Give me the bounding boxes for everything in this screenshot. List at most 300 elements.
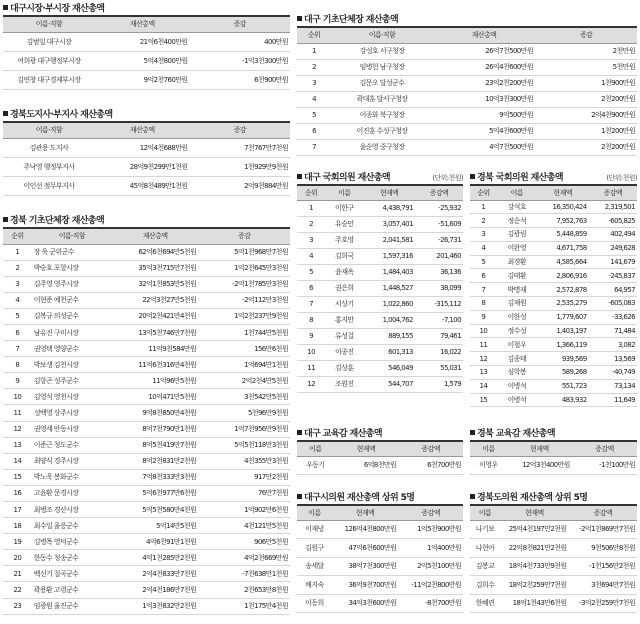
bullet-square-icon [297, 174, 302, 179]
table-cell: 45억8천489만1천원 [95, 176, 190, 195]
table-cell: 3 [297, 232, 325, 248]
table-cell: 박승호 포항시장 [32, 260, 112, 276]
table-cell: -26,731 [415, 232, 463, 248]
assets-table [470, 440, 637, 475]
table-cell: 2 [297, 216, 325, 232]
table-cell: 5 [470, 255, 497, 269]
table-cell: 5,448,859 [537, 228, 589, 242]
table-cell: 12억4천688만원 [95, 138, 190, 157]
table-row [3, 260, 290, 276]
table-cell: 이준근 청도군수 [32, 437, 112, 453]
table-cell: 1,403,197 [537, 324, 589, 338]
table-cell: 1,022,860 [363, 296, 414, 312]
assets-table [297, 440, 463, 475]
table-cell: 6 [297, 123, 331, 139]
table-cell: 62억6천694만5천원 [112, 244, 198, 260]
table-cell: -1억3천300만원 [190, 51, 290, 70]
table-cell: 5억5천118만3천원 [198, 437, 290, 453]
table-cell: 이현준 예천군수 [32, 292, 112, 308]
table-cell: 906만5천원 [198, 534, 290, 550]
table-cell: 23억2천200만원 [433, 75, 535, 91]
table-cell: 19 [3, 534, 32, 550]
panel-title: 경북도지사·부지사 재산총액 [3, 110, 290, 121]
table-cell: 9 [470, 310, 497, 324]
table-cell: 5억5천580만4천원 [112, 502, 198, 518]
column-header: 이름 [470, 441, 507, 456]
table-cell: 9억500만원 [433, 107, 535, 123]
table-cell: 김태환 [497, 269, 537, 283]
table-cell: 64,957 [589, 283, 637, 297]
table-cell: 김희국 [325, 248, 363, 264]
table-cell: 2억2천4만5천원 [198, 373, 290, 389]
table-cell: 5억4천800만원 [95, 51, 190, 70]
bullet-square-icon [297, 430, 302, 435]
table-cell: -3억2천259만7천원 [569, 594, 637, 613]
column-header: 현재액 [334, 441, 399, 456]
table-cell: 6 [297, 280, 325, 296]
table-cell: 8 [470, 297, 497, 311]
table-row [297, 107, 637, 123]
table-cell: 한혜련 [470, 594, 500, 613]
table-cell: 10 [297, 344, 325, 360]
panel-daegu-lawmakers [297, 173, 463, 393]
table-cell: 26억7천500만원 [433, 43, 535, 59]
table-cell: 2천653만8천원 [198, 582, 290, 598]
table-cell: 1억2천237만9천원 [198, 308, 290, 324]
table-row [3, 276, 290, 292]
table-cell: 6천900만원 [190, 70, 290, 89]
panel-gyeongbuk-lawmakers [470, 173, 637, 407]
column-header: 증감액 [589, 185, 637, 200]
column-header: 재산총액 [112, 228, 198, 244]
table-row [3, 485, 290, 501]
table-cell: 1,484,403 [363, 264, 414, 280]
table-row [470, 338, 637, 352]
table-cell: 4 [297, 248, 325, 264]
column-header: 이름 [470, 505, 500, 520]
table-cell: 12 [3, 421, 32, 437]
bullet-square-icon [297, 16, 302, 21]
table-cell: -2억112만3천원 [198, 292, 290, 308]
table-cell: 35억3천715만7천원 [112, 260, 198, 276]
bullet-square-icon [3, 217, 8, 222]
table-cell: 김희수 [470, 576, 500, 595]
table-cell: 11 [470, 338, 497, 352]
table-cell: 16,022 [415, 344, 463, 360]
panel-title: 대구 기초단체장 재산총액 [297, 15, 637, 26]
table-row [3, 51, 290, 70]
table-cell: 4억1천285만2천원 [112, 550, 198, 566]
table-cell: 장 욱 군위군수 [32, 244, 112, 260]
table-row [297, 248, 463, 264]
table-cell: 14 [470, 379, 497, 393]
table-row [470, 520, 637, 539]
table-cell: 김종태 [497, 352, 537, 366]
table-cell: 402,494 [589, 228, 637, 242]
assets-table [297, 184, 463, 393]
table-cell: 7천767만7천원 [190, 138, 290, 157]
table-cell: -8천700만원 [398, 594, 463, 613]
table-cell: 10억3천300만원 [433, 91, 535, 107]
table-cell: 홍지만 [325, 312, 363, 328]
column-header: 순위 [297, 27, 331, 43]
table-cell: 10 [470, 324, 497, 338]
table-cell: 8 [3, 357, 32, 373]
column-header: 이름·직함 [331, 27, 433, 43]
table-cell: 21 [3, 566, 32, 582]
table-cell: 1,579 [415, 376, 463, 392]
table-cell: 8억2천831만2천원 [112, 453, 198, 469]
table-cell: 15 [470, 393, 497, 407]
table-row [297, 91, 637, 107]
table-row [470, 228, 637, 242]
table-row [3, 292, 290, 308]
table-cell: 1,779,607 [537, 310, 589, 324]
table-cell: 3 [297, 75, 331, 91]
table-cell: -2억1천785만3천원 [198, 276, 290, 292]
table-cell: 9 [297, 328, 325, 344]
table-cell: 권영세 안동시장 [32, 421, 112, 437]
table-cell: 이진훈 수성구청장 [331, 123, 433, 139]
column-header: 이름·직함 [3, 122, 95, 138]
table-row [297, 59, 637, 75]
table-header-row [470, 505, 637, 520]
column-header: 이름 [297, 441, 334, 456]
column-header: 증감액 [415, 185, 463, 200]
table-cell: 47억6천600만원 [332, 539, 398, 558]
table-cell: 이병석 [497, 379, 537, 393]
panel-title: 경북도의원 재산총액 상위 5명 [470, 493, 637, 504]
table-cell: 배지숙 [297, 576, 332, 595]
table-cell: 28억9천299만1천원 [95, 157, 190, 176]
table-cell: 7 [3, 341, 32, 357]
table-cell: 우동기 [297, 456, 334, 474]
panel-title: 경북 교육감 재산총액 [470, 429, 637, 440]
table-cell: 1천929만9천원 [190, 157, 290, 176]
panel-daegu-mayor [3, 4, 290, 90]
table-cell: 김범일 대구시장 [3, 32, 95, 51]
table-cell: 곽대훈 달서구청장 [331, 91, 433, 107]
table-cell: 11,649 [589, 393, 637, 407]
table-cell: 4,671,758 [537, 241, 589, 255]
table-cell: 2 [297, 59, 331, 75]
table-cell: 5억6천977만6천원 [112, 485, 198, 501]
table-cell: 1 [297, 200, 325, 216]
table-cell: 16 [3, 485, 32, 501]
table-cell: 10억471만5천원 [112, 389, 198, 405]
table-row [297, 539, 463, 558]
table-cell: 2억4천186만7천원 [112, 582, 198, 598]
table-row [3, 357, 290, 373]
table-cell: 8억5천419만7천원 [112, 437, 198, 453]
bullet-square-icon [470, 174, 475, 179]
table-cell: 400만원 [190, 32, 290, 51]
table-row [470, 283, 637, 297]
table-cell: 8억7천790만1천원 [112, 421, 198, 437]
table-row [3, 324, 290, 340]
panel-gyeongbuk-local-heads [3, 216, 290, 615]
table-cell: 73,134 [589, 379, 637, 393]
table-row [470, 310, 637, 324]
table-row [297, 264, 463, 280]
table-cell: 601,313 [363, 344, 414, 360]
table-cell: 6 [3, 324, 32, 340]
table-cell: 주낙영 행정부지사 [3, 157, 95, 176]
table-row [297, 280, 463, 296]
table-cell: 윤재옥 [325, 264, 363, 280]
table-cell: 1,597,316 [363, 248, 414, 264]
table-row [470, 200, 637, 214]
table-cell: 20 [3, 550, 32, 566]
table-cell: 강석호 [497, 200, 537, 214]
table-cell: 4 [470, 241, 497, 255]
table-row [3, 138, 290, 157]
column-header: 증감 [190, 122, 290, 138]
table-cell: 15 [3, 469, 32, 485]
table-cell: 나현아 [470, 539, 500, 558]
table-cell: 32억1천853만5천원 [112, 276, 198, 292]
table-cell: 나기보 [470, 520, 500, 539]
table-cell: 정수성 [497, 324, 537, 338]
table-cell: 22억3천27만5천원 [112, 292, 198, 308]
table-cell: 이한성 [497, 310, 537, 324]
table-header-row [3, 122, 290, 138]
column-header: 증감액 [569, 505, 637, 520]
table-cell: 최경환 [497, 255, 537, 269]
table-cell: 11 [297, 360, 325, 376]
table-cell: 6억8천만원 [334, 456, 399, 474]
column-header: 이름 [497, 185, 537, 200]
table-cell: 2천200만원 [535, 139, 637, 155]
table-cell: 김관용 도지사 [3, 138, 95, 157]
table-cell: 544,707 [363, 376, 414, 392]
table-row [3, 373, 290, 389]
table-row [470, 576, 637, 595]
table-cell: 4억6천91만1천원 [112, 534, 198, 550]
table-cell: 남유진 구미시장 [32, 324, 112, 340]
table-cell: 1,366,119 [537, 338, 589, 352]
table-cell: 126억4천800만원 [332, 520, 398, 539]
table-header-row [470, 441, 637, 456]
table-cell: 1억400만원 [398, 539, 463, 558]
table-row [297, 328, 463, 344]
table-row [3, 157, 290, 176]
table-row [3, 598, 290, 614]
table-row [297, 520, 463, 539]
table-cell: 4천121만5천원 [198, 518, 290, 534]
table-cell: 여희광 대구행정부시장 [3, 51, 95, 70]
table-cell: 이한구 [325, 200, 363, 216]
table-cell: -51,609 [415, 216, 463, 232]
table-cell: 김복규 의성군수 [32, 308, 112, 324]
table-cell: 1,448,527 [363, 280, 414, 296]
table-cell: 2,806,916 [537, 269, 589, 283]
table-cell: -605,825 [589, 214, 637, 228]
table-cell: 3천694만7천원 [569, 576, 637, 595]
panel-title: 대구시의원 재산총액 상위 5명 [297, 493, 463, 504]
table-row [3, 502, 290, 518]
table-row [470, 297, 637, 311]
column-header: 현재액 [507, 441, 572, 456]
table-row [3, 308, 290, 324]
table-cell: 156만6천원 [198, 341, 290, 357]
panel-gyeongbuk-superintendent [470, 429, 637, 475]
table-cell: 박보생 김천시장 [32, 357, 112, 373]
table-cell: 최양식 경주시장 [32, 453, 112, 469]
table-cell: 6천700만원 [398, 456, 463, 474]
table-cell: 권은희 [325, 280, 363, 296]
table-cell: 5억4천600만원 [433, 123, 535, 139]
table-cell: 유승민 [325, 216, 363, 232]
table-cell: 18억2천259만7천원 [500, 576, 568, 595]
table-cell: 22 [3, 582, 32, 598]
table-cell: -25,932 [415, 200, 463, 216]
table-cell: 이종화 북구청장 [331, 107, 433, 123]
table-cell: 11 [3, 405, 32, 421]
table-cell: 4 [297, 91, 331, 107]
table-row [3, 582, 290, 598]
table-cell: 14 [3, 453, 32, 469]
table-row [3, 341, 290, 357]
table-cell: 4,585,664 [537, 255, 589, 269]
table-row [297, 312, 463, 328]
table-cell: 5억14만5천원 [112, 518, 198, 534]
table-cell: 이영우 [470, 456, 507, 474]
table-row [297, 139, 637, 155]
table-row [297, 296, 463, 312]
table-cell: 김주영 영주시장 [32, 276, 112, 292]
table-cell: 이완영 [497, 241, 537, 255]
column-header: 순위 [470, 185, 497, 200]
table-cell: 589,268 [537, 366, 589, 380]
table-row [297, 232, 463, 248]
table-row [3, 550, 290, 566]
table-cell: 송세달 [297, 557, 332, 576]
panel-daegu-local-heads [297, 15, 637, 156]
table-cell: 483,932 [537, 393, 589, 407]
table-cell: 성백영 상주시장 [32, 405, 112, 421]
column-header: 이름 [325, 185, 363, 200]
table-row [3, 437, 290, 453]
table-row [3, 453, 290, 469]
column-header: 증감액 [398, 441, 463, 456]
table-cell: 박노욱 봉화군수 [32, 469, 112, 485]
table-header-row [297, 185, 463, 200]
table-cell: 4,438,791 [363, 200, 414, 216]
column-header: 이름 [297, 505, 332, 520]
table-cell: 34억3천600만원 [332, 594, 398, 613]
table-cell: 김병목 영덕군수 [32, 534, 112, 550]
table-cell: 최수일 울릉군수 [32, 518, 112, 534]
table-cell: 고윤환 문경시장 [32, 485, 112, 501]
panel-gyeongbuk-governor [3, 110, 290, 196]
column-header: 이름·직함 [3, 16, 95, 32]
panel-daegu-council [297, 493, 463, 613]
table-cell: 551,723 [537, 379, 589, 393]
table-cell: 4천355만3천원 [198, 453, 290, 469]
table-header-row [297, 441, 463, 456]
table-cell: 1천200만원 [535, 123, 637, 139]
table-cell: 3 [470, 228, 497, 242]
table-cell: -605,083 [589, 297, 637, 311]
table-row [470, 214, 637, 228]
table-cell: 1 [470, 200, 497, 214]
table-cell: 18 [3, 518, 32, 534]
assets-table [297, 26, 637, 156]
table-cell: 3,057,401 [363, 216, 414, 232]
table-cell: 곽용환 고령군수 [32, 582, 112, 598]
table-cell: 이병석 [497, 393, 537, 407]
table-cell: 10 [3, 389, 32, 405]
column-header: 재산총액 [95, 16, 190, 32]
table-cell: 5 [297, 264, 325, 280]
table-cell: 이철우 [497, 338, 537, 352]
table-cell: 심학봉 [497, 366, 537, 380]
panel-title: 대구 교육감 재산총액 [297, 429, 463, 440]
bullet-square-icon [297, 494, 302, 499]
table-row [297, 576, 463, 595]
column-header: 증감 [198, 228, 290, 244]
panel-title: 경북 기초단체장 재산총액 [3, 216, 290, 227]
table-cell: -1천100만원 [572, 456, 637, 474]
table-row [470, 456, 637, 474]
table-cell: 김원구 [297, 539, 332, 558]
table-cell: -245,837 [589, 269, 637, 283]
table-cell: 1천900만원 [535, 75, 637, 91]
table-cell: 889,155 [363, 328, 414, 344]
table-cell: -7천638만1천원 [198, 566, 290, 582]
table-cell: 이인선 정무부지사 [3, 176, 95, 195]
panel-title: 대구 국회의원 재산총액 (단위:천원) [297, 173, 463, 184]
table-cell: -33,626 [589, 310, 637, 324]
table-cell: 1억2천645만3천원 [198, 260, 290, 276]
table-cell: 1억7천956만9천원 [198, 421, 290, 437]
table-cell: 20억2천421만4천원 [112, 308, 198, 324]
table-cell: 임병헌 남구청장 [331, 59, 433, 75]
table-cell: 8 [297, 312, 325, 328]
table-cell: 5천96만9천원 [198, 405, 290, 421]
table-cell: 1억694만1천원 [198, 357, 290, 373]
table-cell: 13,569 [589, 352, 637, 366]
panel-gyeongbuk-council [470, 493, 637, 613]
table-cell: 38억7천300만원 [332, 557, 398, 576]
table-cell: 서상기 [325, 296, 363, 312]
table-row [470, 539, 637, 558]
table-cell: 김문오 달성군수 [331, 75, 433, 91]
column-header: 증감액 [398, 505, 463, 520]
table-cell: 36,136 [415, 264, 463, 280]
assets-table [3, 121, 290, 196]
table-cell: 249,628 [589, 241, 637, 255]
table-cell: 3천542만5천원 [198, 389, 290, 405]
column-header: 현재액 [332, 505, 398, 520]
table-cell: 김연창 대구경제부시장 [3, 70, 95, 89]
table-cell: 주호영 [325, 232, 363, 248]
table-cell: 최병조 경산시장 [32, 502, 112, 518]
table-cell: 13억5천746만7천원 [112, 324, 198, 340]
table-cell: 9억8천850만4천원 [112, 405, 198, 421]
assets-table [3, 15, 290, 90]
table-cell: 9천506만8천원 [569, 539, 637, 558]
table-cell: 7,952,763 [537, 214, 589, 228]
table-cell: 26억4천600만원 [433, 59, 535, 75]
table-cell: 5 [297, 107, 331, 123]
table-cell: 2,041,581 [363, 232, 414, 248]
table-cell: 이종진 [325, 344, 363, 360]
panel-title: 경북 국회의원 재산총액 (단위:천원) [470, 173, 637, 184]
table-row [297, 216, 463, 232]
table-row [3, 534, 290, 550]
